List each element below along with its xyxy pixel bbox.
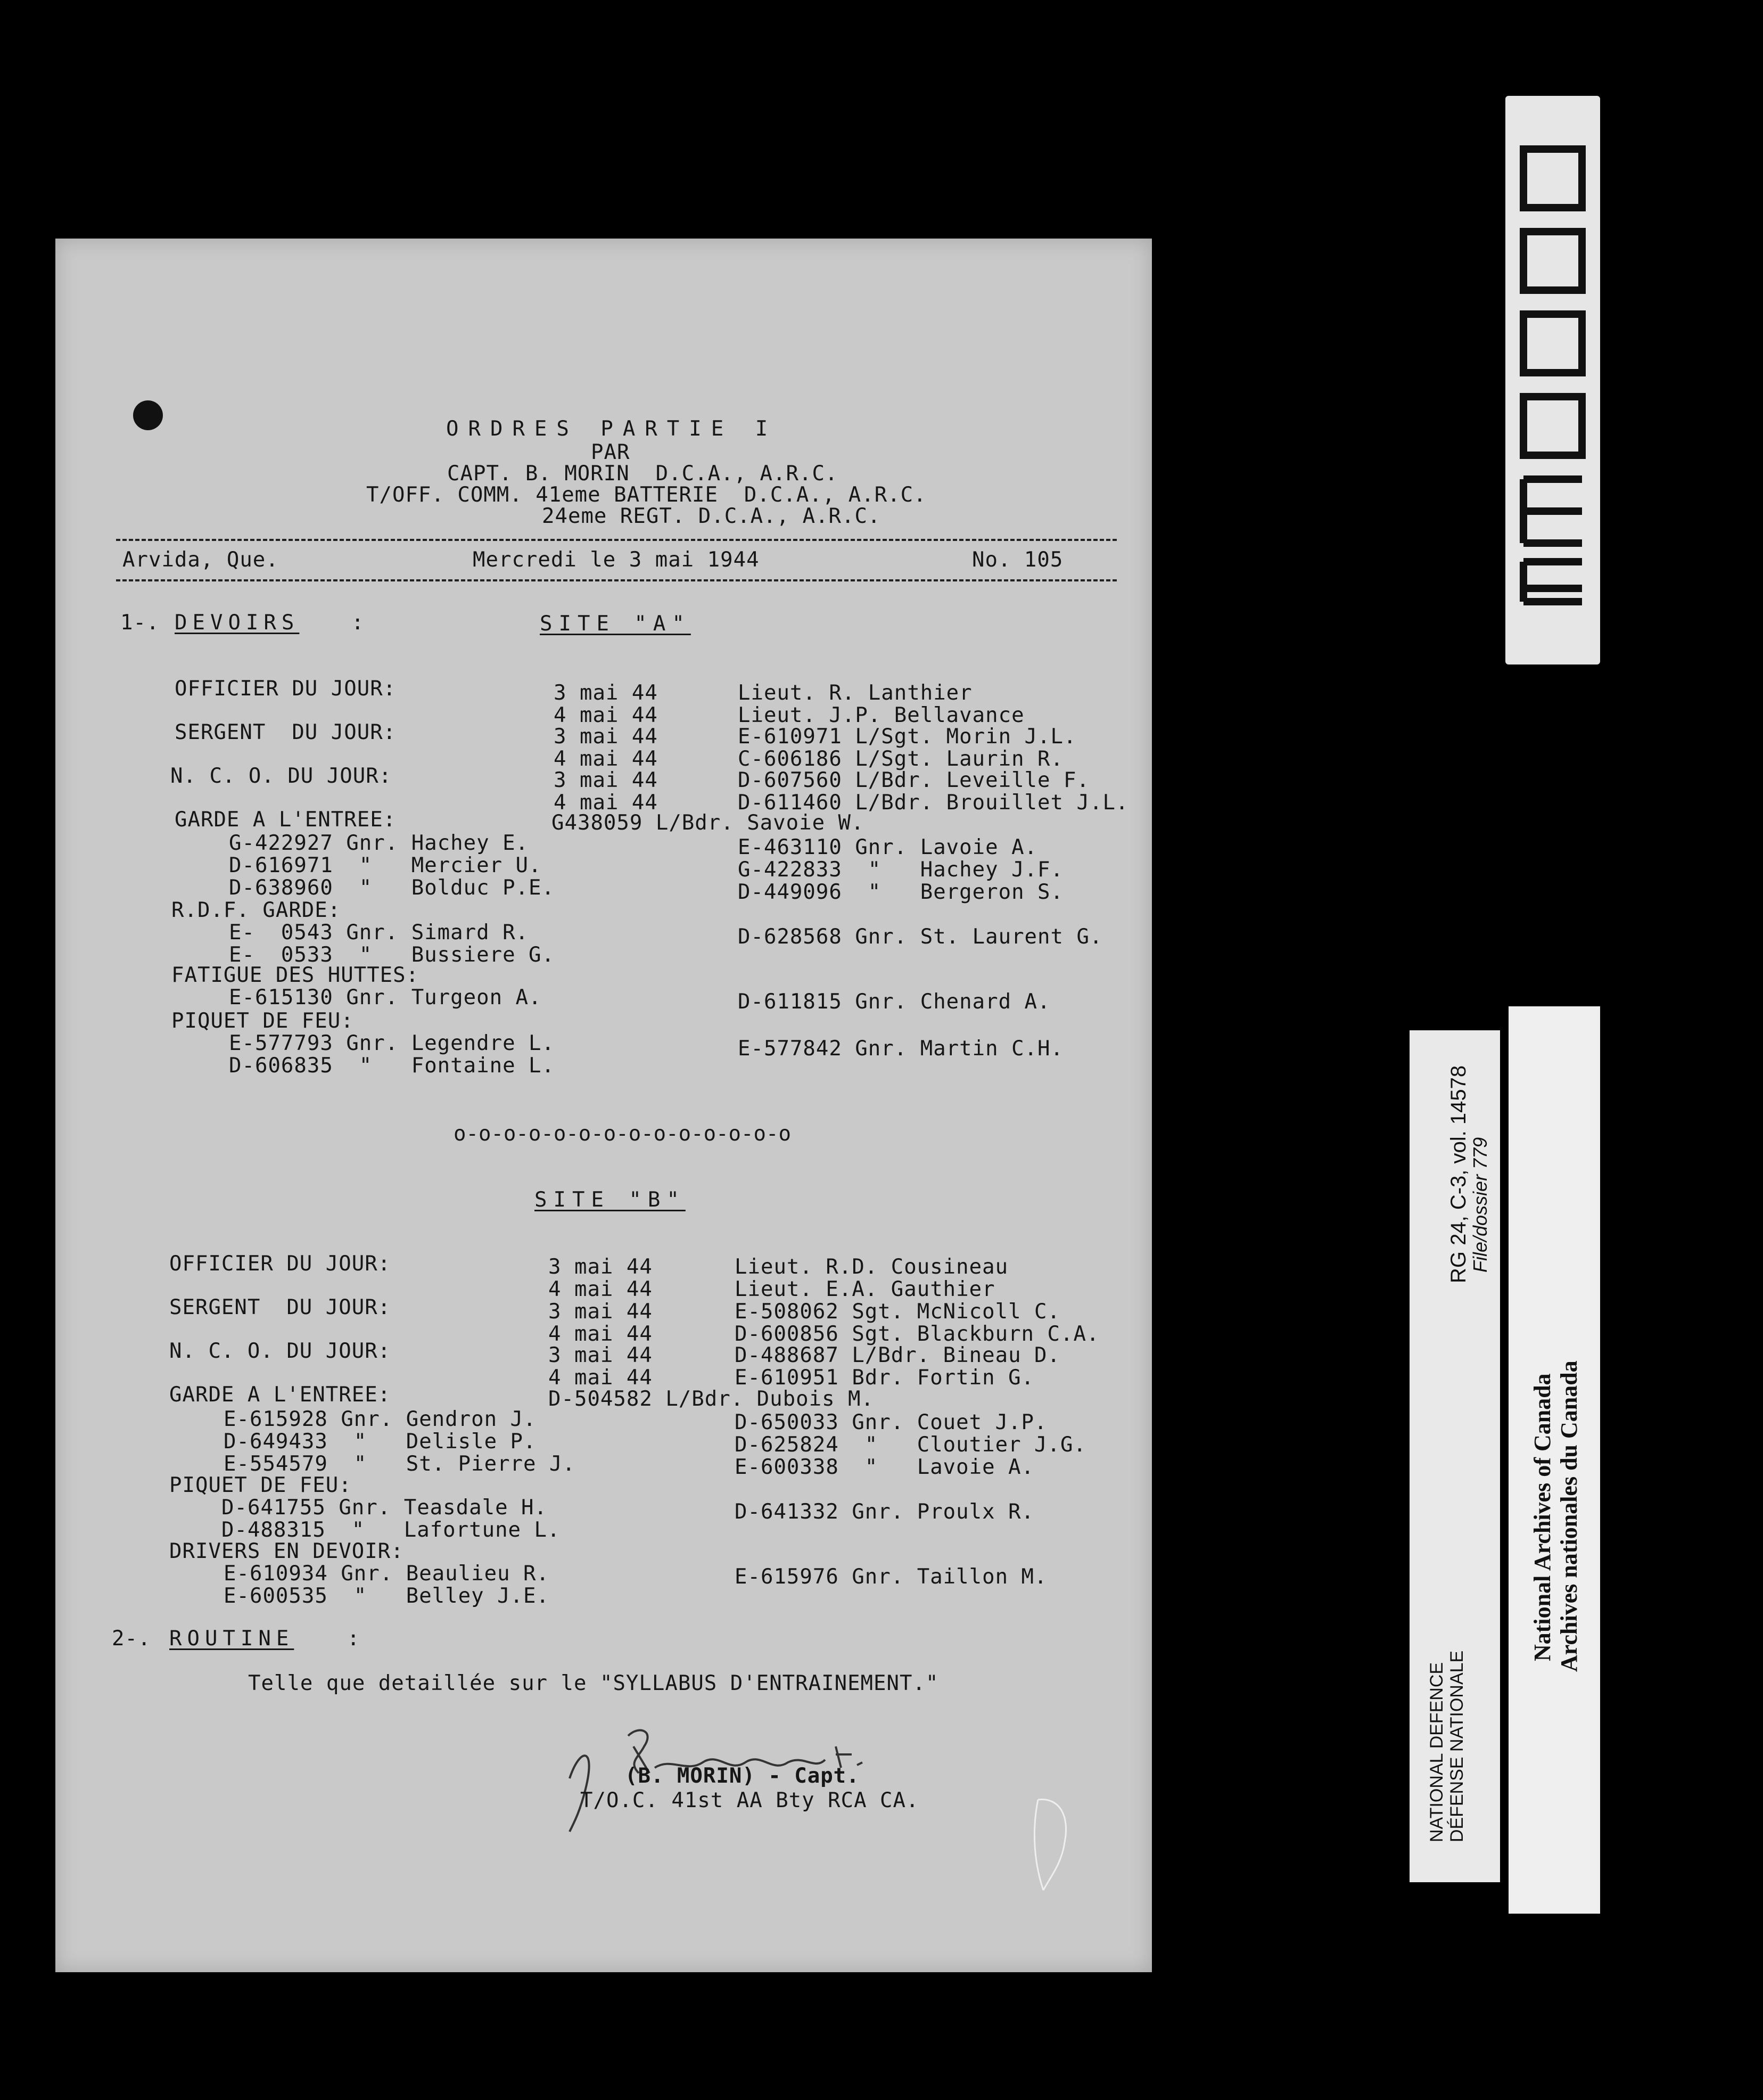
site-a-officier-date-1: 3 mai 44 [554,681,658,705]
site-b-garde-right-2: D-625824 " Cloutier J.G. [735,1433,1086,1457]
site-b-drivers-right-1: E-615976 Gnr. Taillon M. [735,1565,1048,1589]
site-a-officier-label: OFFICIER DU JOUR: [175,677,397,701]
site-a-garde-left-2: D-616971 " Mercier U. [229,854,542,877]
site-a-title: SITE "A" [540,612,691,636]
site-b-sergent-2: D-600856 Sgt. Blackburn C.A. [735,1322,1100,1346]
site-b-garde-chef: D-504582 L/Bdr. Dubois M. [548,1387,874,1411]
dateline-place: Arvida, Que. [122,548,279,572]
site-b-drivers-label: DRIVERS EN DEVOIR: [169,1539,404,1563]
header-line2: T/OFF. COMM. 41eme BATTERIE D.C.A., A.R.C. [366,483,927,507]
site-b-officier-label: OFFICIER DU JOUR: [169,1252,391,1276]
site-b-piquet-label: PIQUET DE FEU: [169,1473,352,1497]
signature-title: T/O.C. 41st AA Bty RCA CA. [580,1789,919,1812]
site-a-sergent-date-2: 4 mai 44 [554,747,658,771]
dateline-date: Mercredi le 3 mai 1944 [473,548,760,572]
site-a-piquet-right-1: E-577842 Gnr. Martin C.H. [738,1037,1064,1061]
section1-title: DEVOIRS [175,611,300,635]
site-a-fatigue-left-1: E-615130 Gnr. Turgeon A. [229,986,542,1010]
site-b-title: SITE "B" [534,1188,686,1212]
site-b-garde-left-3: E-554579 " St. Pierre J. [224,1452,575,1476]
section2-number: 2-. [112,1627,151,1651]
site-a-nco-label: N. C. O. DU JOUR: [170,764,392,788]
site-b-sergent-label: SERGENT DU JOUR: [169,1295,391,1319]
site-b-garde-label: GARDE A L'ENTREE: [169,1383,391,1407]
dnd-label-en: NATIONAL DEFENCE [1427,1662,1447,1842]
site-b-piquet-left-1: D-641755 Gnr. Teasdale H. [221,1496,547,1520]
dnd-label-file: File/dossier 779 [1469,1137,1491,1273]
site-a-officier-date-2: 4 mai 44 [554,703,658,727]
section2-colon: : [347,1627,360,1651]
section1-number: 1-. [120,611,160,635]
site-a-nco-2: D-611460 L/Bdr. Brouillet J.L. [738,791,1129,815]
signature-name: (B. MORIN) - Capt. [625,1764,860,1788]
site-a-rdf-right-1: D-628568 Gnr. St. Laurent G. [738,925,1103,949]
site-a-rdf-left-2: E- 0533 " Bussiere G. [229,943,555,967]
site-b-garde-right-1: D-650033 Gnr. Couet J.P. [735,1410,1048,1434]
header-par: PAR [591,440,630,464]
site-b-piquet-left-2: D-488315 " Lafortune L. [221,1518,561,1542]
site-a-rdf-label: R.D.F. GARDE: [171,898,341,922]
site-b-garde-left-1: E-615928 Gnr. Gendron J. [224,1407,537,1431]
nac-label-fr: Archives nationales du Canada [1556,1360,1582,1672]
site-b-piquet-right-1: D-641332 Gnr. Proulx R. [735,1500,1035,1524]
site-a-garde-right-2: G-422833 " Hachey J.F. [738,858,1064,882]
pencil-mark [1027,1794,1086,1896]
site-b-drivers-left-2: E-600535 " Belley J.E. [224,1584,549,1608]
nac-label-en: National Archives of Canada [1529,1373,1555,1661]
site-b-officier-date-1: 3 mai 44 [548,1255,653,1279]
dnd-label-fr: DÉFENSE NATIONALE [1447,1650,1467,1842]
section1-colon: : [351,611,365,635]
site-a-garde-right-1: E-463110 Gnr. Lavoie A. [738,835,1038,859]
site-b-nco-date-2: 4 mai 44 [548,1366,653,1390]
site-a-garde-label: GARDE A L'ENTREE: [175,808,397,832]
dnd-label-ref: RG 24, C-3, vol. 14578 [1447,1065,1470,1283]
frame-number-digits [1518,138,1593,607]
site-a-sergent-2: C-606186 L/Sgt. Laurin R. [738,747,1064,771]
separator-line: o-o-o-o-o-o-o-o-o-o-o-o-o-o [454,1122,791,1146]
dashed-rule-top [116,539,1117,541]
site-a-piquet-left-2: D-606835 " Fontaine L. [229,1054,555,1078]
site-b-nco-2: E-610951 Bdr. Fortin G. [735,1366,1035,1390]
site-a-sergent-date-1: 3 mai 44 [554,725,658,749]
site-b-nco-label: N. C. O. DU JOUR: [169,1339,391,1363]
site-b-sergent-date-1: 3 mai 44 [548,1300,653,1324]
hole-punch-mark [133,400,163,430]
site-a-rdf-left-1: E- 0543 Gnr. Simard R. [229,921,529,945]
site-a-fatigue-right-1: D-611815 Gnr. Chenard A. [738,990,1051,1014]
site-b-officier-2: Lieut. E.A. Gauthier [735,1277,995,1301]
site-a-garde-left-3: D-638960 " Bolduc P.E. [229,876,555,900]
site-b-officier-1: Lieut. R.D. Cousineau [735,1255,1009,1279]
handwritten-signature [548,1715,963,1938]
site-a-garde-chef: G438059 L/Bdr. Savoie W. [551,811,864,835]
site-b-sergent-date-2: 4 mai 44 [548,1322,653,1346]
site-b-nco-date-1: 3 mai 44 [548,1343,653,1367]
document-title: ORDRES PARTIE I [446,417,778,441]
site-a-sergent-label: SERGENT DU JOUR: [175,720,397,744]
site-b-drivers-left-1: E-610934 Gnr. Beaulieu R. [224,1562,549,1586]
site-a-officier-2: Lieut. J.P. Bellavance [738,703,1025,727]
site-a-garde-right-3: D-449096 " Bergeron S. [738,880,1064,904]
site-a-nco-date-1: 3 mai 44 [554,768,658,792]
site-b-garde-right-3: E-600338 " Lavoie A. [735,1455,1035,1479]
site-b-nco-1: D-488687 L/Bdr. Bineau D. [735,1343,1060,1367]
section2-title: ROUTINE [169,1627,294,1651]
site-a-officier-1: Lieut. R. Lanthier [738,681,973,705]
site-a-piquet-label: PIQUET DE FEU: [171,1009,354,1033]
site-b-officier-date-2: 4 mai 44 [548,1277,653,1301]
header-line3: 24eme REGT. D.C.A., A.R.C. [542,504,881,528]
section2-text: Telle que detaillée sur le "SYLLABUS D'ENTRAINEMENT." [248,1671,939,1695]
site-a-fatigue-label: FATIGUE DES HUTTES: [171,963,419,987]
site-a-sergent-1: E-610971 L/Sgt. Morin J.L. [738,725,1077,749]
header-line1: CAPT. B. MORIN D.C.A., A.R.C. [447,462,838,486]
site-a-nco-1: D-607560 L/Bdr. Leveille F. [738,768,1090,792]
dashed-rule-bottom [116,579,1117,581]
site-a-garde-left-1: G-422927 Gnr. Hachey E. [229,831,529,855]
site-a-nco-date-2: 4 mai 44 [554,791,658,815]
site-a-piquet-left-1: E-577793 Gnr. Legendre L. [229,1031,555,1055]
dateline-number: No. 105 [972,548,1064,572]
site-b-garde-left-2: D-649433 " Delisle P. [224,1430,537,1454]
site-b-sergent-1: E-508062 Sgt. McNicoll C. [735,1300,1060,1324]
